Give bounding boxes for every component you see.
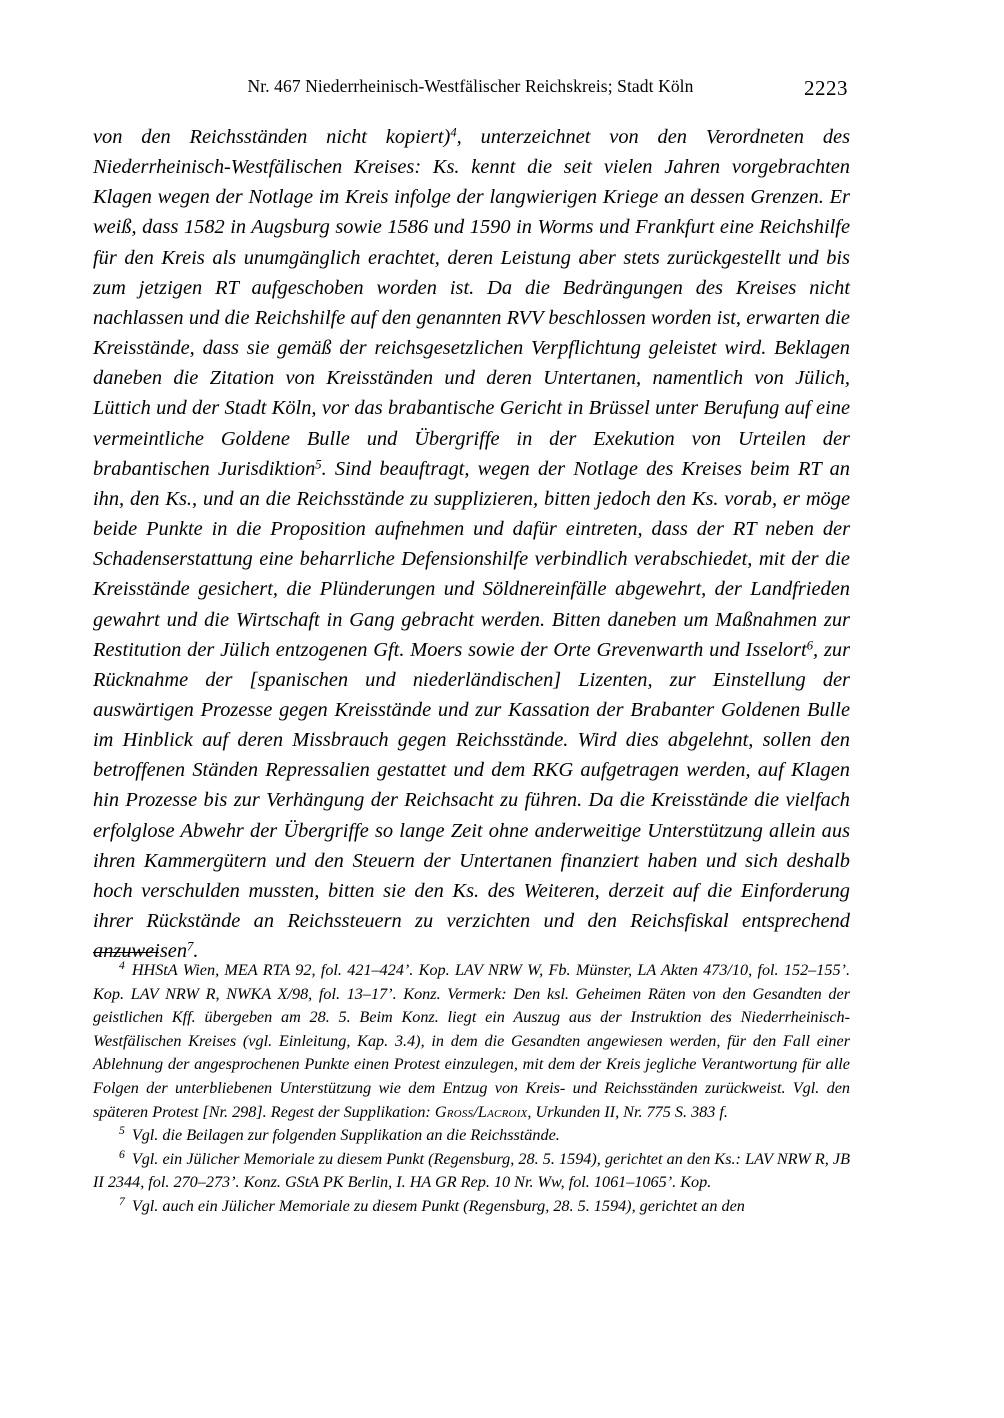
footnote-item [93,1124,850,1148]
running-head [93,76,848,106]
footnote-mark: 4 [119,959,125,973]
footnote-item [93,959,850,1124]
body-segment-d: , zur Rücknahme der [spanischen und niederländischen] Lizenten, zur Einstellung der auswärtigen Prozesse gegen Kreisstände und zur Kassation der Brabanter Goldenen Bulle im Hinblick auf deren Missbrauch gegen Reichsstände. Wird dies abgelehnt, sollen den betroffenen Ständen Repressalien gestattet und dem RKG aufgetragen werden, auf Klagen hin Prozesse bis zur Verhängung der Reichsacht zu führen. Da die Kreisstände die vielfach erfolglose Abwehr der Übergriffe so lange Zeit ohne anderweitige Unterstützung allein aus ihren Kammergütern und den Steuern der Untertanen finanziert haben und sich deshalb hoch verschulden mussten, bitten sie den Ks. des Weiteren, derzeit auf die Einforderung ihrer Rückstände an Reichssteuern zu verzichten und den Reichsfiskal entsprechend anzuweisen [93,638,851,963]
footnote-text: Vgl. ein Jülicher Memoriale zu diesem Punkt (Regensburg, 28. 5. 1594), gerichtet an den Ks.: LAV NRW R, JB II 2344, fol. 270–273’. Konz. GStA PK Berlin, I. HA GR Rep. 10 Nr. Ww, fol. 1061–1065’. Kop. [93,1149,850,1192]
footnote-ref-4[interactable]: 4 [450,125,457,140]
footnote-text: HHStA Wien, MEA RTA 92, fol. 421–424’. Kop. LAV NRW W, Fb. Münster, LA Akten 473/10, fol. 152–155’. Kop. LAV NRW R, NWKA X/98, fol. 13–17’. Konz. Vermerk: Den ksl. Geheimen Räten von den Gesandten der geistlichen Kff. übergeben am 28. 5. Beim Konz. liegt ein Auszug aus der Instruktion des Niederrheinisch-Westfälischen Kreises (vgl. Einleitung, Kap. 3.4), in dem die Gesandten angewiesen werden, für den Fall einer Ablehnung der angesprochenen Punkte einen Protest einzulegen, mit dem der Kreis jegliche Verantwortung für alle Folgen der unterbliebenen Unterstützung wie dem Entzug von Kreis- und Reichsständen zurückweist. Vgl. den späteren Protest [Nr. 298]. Regest der Supplikation: [93,961,850,1121]
footnote-citation-authors: Gross/Lacroix [434,1102,528,1121]
body-segment-a: von den Reichsständen nicht kopiert) [93,126,451,148]
footnote-text: Vgl. die Beilagen zur folgenden Supplikation an die Reichsstände. [131,1126,560,1145]
footnote-item [93,1195,850,1219]
body-paragraph [93,122,850,966]
body-text-block [93,122,850,966]
footnote-mark: 7 [119,1195,125,1209]
footnote-mark: 5 [119,1124,125,1138]
footnote-text-tail: , Urkunden II, Nr. 775 S. 383 f. [527,1102,728,1121]
footnote-text: Vgl. auch ein Jülicher Memoriale zu diesem Punkt (Regensburg, 28. 5. 1594), gerichtet an den [131,1196,745,1215]
running-head-title: Nr. 467 Niederrheinisch-Westfälischer Reichskreis; Stadt Köln [247,76,694,96]
page-number: 2223 [804,76,848,100]
footnote-item [93,1148,850,1195]
body-segment-e: . [193,940,199,963]
footnote-block [93,959,850,1219]
footnote-separator-rule [93,952,159,953]
footnote-ref-6[interactable]: 6 [806,638,814,653]
footnote-ref-7[interactable]: 7 [187,939,194,954]
body-segment-b: , unterzeichnet von den Verordneten des Niederrheinisch-Westfälischen Kreises: Ks. kennt die seit vielen Jahren vorgebrachten Klagen wegen der Notlage im Kreis infolge der langwierigen Kriege an dessen Grenzen. Er weiß, dass 1582 in Augsburg sowie 1586 und 1590 in Worms und Frankfurt eine Reichshilfe für den Kreis als unumgänglich erachtet, deren Leistung aber stets zurückgestellt und bis zum jetzigen RT aufgeschoben worden ist. Da die Bedrängungen des Kreises nicht nachlassen und die Reichshilfe auf den genannten RVV beschlossen worden ist, erwarten die Kreisstände, dass sie gemäß der reichsgesetzlichen Verpflichtung geleistet wird. Beklagen daneben die Zitation von Kreisständen und deren Untertanen, namentlich von Jülich, Lüttich und der Stadt Köln, vor das brabantische Gericht in Brüssel unter Berufung auf eine vermeintliche Goldene Bulle und Übergriffe in der Exekution von Urteilen der brabantischen Jurisdiktion [93,126,850,480]
footnote-mark: 6 [119,1147,125,1161]
body-segment-c: . Sind beauftragt, wegen der Notlage des Kreises beim RT an ihn, den Ks., und an die Reichsstände zu supplizieren, bitten jedoch den Ks. vorab, er möge beide Punkte in die Proposition aufnehmen und dafür eintreten, dass der RT neben der Schadenserstattung eine beharrliche Defensionshilfe verbindlich verabschiedet, mit der die Kreisstände gesichert, die Plünderungen und Söldnereinfälle abgewehrt, der Landfrieden gewahrt und die Wirtschaft in Gang gebracht werden. Bitten daneben um Maßnahmen zur Restitution der Jülich entzogenen Gft. Moers sowie der Orte Grevenwarth und Isselort [93,457,850,661]
footnote-ref-5[interactable]: 5 [315,457,322,472]
